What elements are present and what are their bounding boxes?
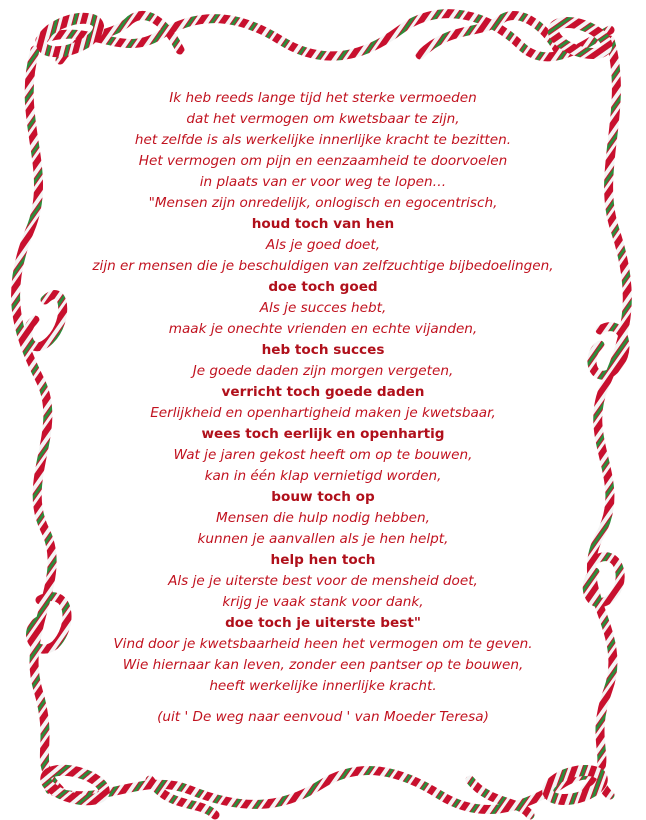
poem-line: Mensen die hulp nodig hebben, [216,510,430,526]
poem-line: heb toch succes [261,342,385,358]
poem-line: help hen toch [270,552,376,568]
poem-line: doe toch je uiterste best" [225,615,421,631]
poem-line: Je goede daden zijn morgen vergeten, [192,363,454,379]
poem-credit: (uit ' De weg naar eenvoud ' van Moeder Teresa) [157,709,489,725]
poem-line: Eerlijkheid en openhartigheid maken je kwetsbaar, [150,405,496,421]
poem-line: het zelfde is als werkelijke innerlijke kracht te bezitten. [134,132,512,148]
poem-line: kan in één klap vernietigd worden, [204,468,442,484]
poem-line: Het vermogen om pijn en eenzaamheid te doorvoelen [138,153,508,169]
poem-line: Als je je uiterste best voor de mensheid doet, [168,573,478,589]
poem-line: heeft werkelijke innerlijke kracht. [209,678,437,694]
poem-line: houd toch van hen [251,216,395,232]
poem-line: in plaats van er voor weg te lopen… [199,174,447,190]
poem-line: Als je succes hebt, [259,300,387,316]
poem-line: verricht toch goede daden [221,384,425,400]
poem-line: dat het vermogen om kwetsbaar te zijn, [186,111,460,127]
poem-line: Wat je jaren gekost heeft om op te bouwen, [173,447,473,463]
poem-line: maak je onechte vrienden en echte vijanden, [168,321,478,337]
poem-line: bouw toch op [271,489,375,505]
poem-line: Ik heb reeds lange tijd het sterke vermoeden [169,90,477,106]
poem-line: Als je goed doet, [265,237,381,253]
poem-line: "Mensen zijn onredelijk, onlogisch en egocentrisch, [148,195,498,211]
poem-line: doe toch goed [268,279,378,295]
poem-text [60,88,586,728]
poem-line: zijn er mensen die je beschuldigen van zelfzuchtige bijbedoelingen, [92,258,554,274]
poem-line: krijg je vaak stank voor dank, [222,594,424,610]
poem-line: Wie hiernaar kan leven, zonder een pantser op te bouwen, [122,657,524,673]
poem-line: wees toch eerlijk en openhartig [201,426,445,442]
poem-line: kunnen je aanvallen als je hen helpt, [197,531,449,547]
poem-line: Vind door je kwetsbaarheid heen het vermogen om te geven. [113,636,533,652]
